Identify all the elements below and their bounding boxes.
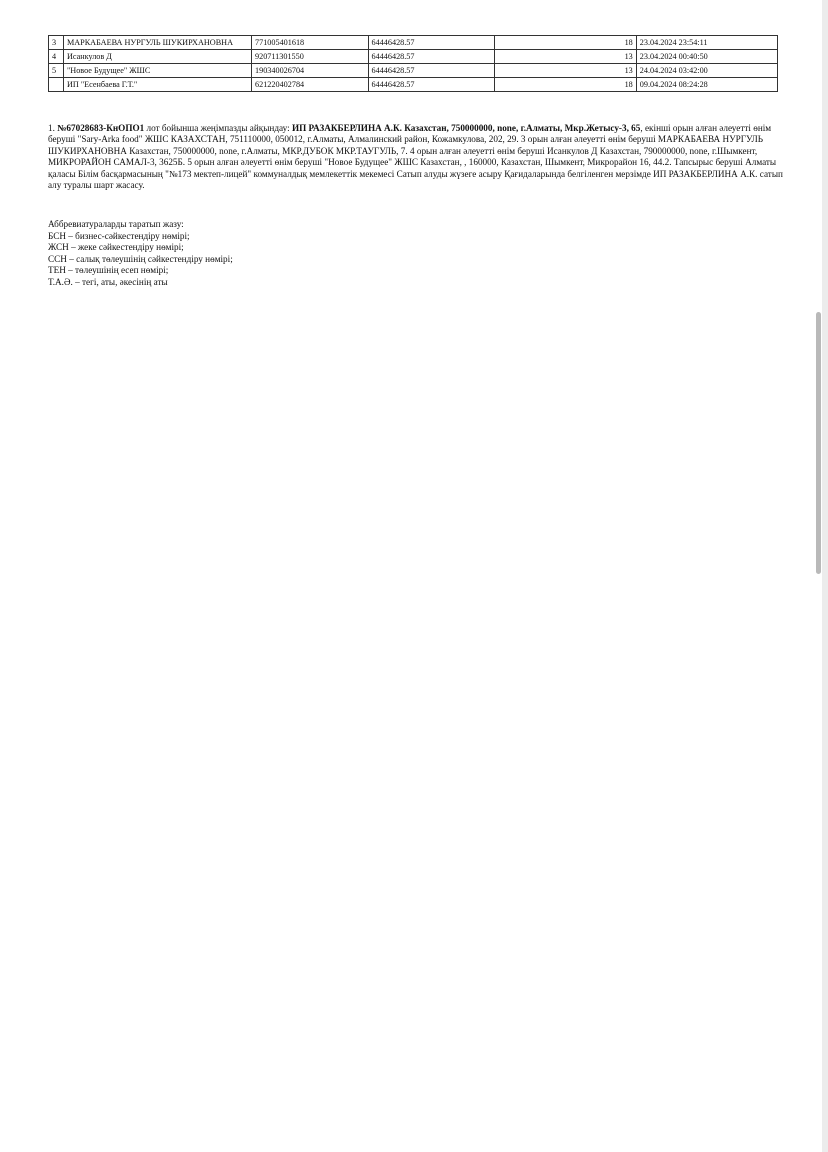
paragraph-rest: , екінші орын алған әлеуетті өнім беруші "Sary-Arka food" ЖШС КАЗАХСТАН, 751110000, 050012, г.Алматы, Алмалинский район, Кожамкулова, 202, 29. 3 орын алған әлеуетті өнім беруші МАРКАБАЕВА НУРГУЛЬ ШУКИРХАНОВНА Казахстан, 750000000, none, г.Алматы, МКР.ДУБОК МКР.ТАУГУЛЬ, 7. 4 орын алған әлеуетті өнім беруші Исанкулов Д Казахстан, 790000000, none, г.Шымкент, МИКРОРАЙОН САМАЛ-3, 3625Б. 5 орын алған әлеуетті өнім беруші "Новое Будущее" ЖШС Казахстан, , 160000, Казахстан, Шымкент, Микрорайон 16, 44.2. Тапсырыс беруші Алматы қаласы Білім басқармасының "№173 мектеп-лицей" коммуналдық мемлекеттік мекемесі Сатып алуды жүзеге асыру Қағидаларында белгіленген мерзімде ИП РАЗАКБЕРЛИНА А.К. сатып алу туралы шарт жасасу.: [48, 123, 783, 191]
supplier-name: МАРКАБАЕВА НУРГУЛЬ ШУКИРХАНОВНА: [63, 36, 251, 50]
table-row: [49, 36, 778, 50]
table-row: [49, 78, 778, 92]
supplier-bin: 190340026704: [252, 64, 368, 78]
abbreviation-item: ССН – салық төлеушінің сәйкестендіру нөмірі;: [48, 253, 233, 264]
scrollbar-thumb[interactable]: [816, 312, 821, 574]
abbreviation-item: ТЕН – төлеушінің есеп нөмірі;: [48, 265, 169, 276]
supplier-bin: 771005401618: [252, 36, 368, 50]
offer-rank: 18: [494, 78, 636, 92]
abbreviations-block: [48, 219, 548, 289]
abbreviation-item: Т.А.Ә. – тегі, аты, әкесінің аты: [48, 276, 168, 287]
offer-date: 24.04.2024 03:42:00: [636, 64, 777, 78]
supplier-bin: 920711301550: [252, 50, 368, 64]
offer-date: 09.04.2024 08:24:28: [636, 78, 777, 92]
supplier-name: "Новое Будущее" ЖШС: [63, 64, 251, 78]
paragraph-mid: лот бойынша жеңімпазды айқындау:: [144, 123, 292, 133]
winner-paragraph: [48, 123, 788, 191]
offer-rank: 18: [494, 36, 636, 50]
offer-sum: 64446428.57: [368, 36, 494, 50]
offer-sum: 64446428.57: [368, 64, 494, 78]
offer-date: 23.04.2024 00:40:50: [636, 50, 777, 64]
winner-name: ИП РАЗАКБЕРЛИНА А.К. Казахстан, 750000000, none, г.Алматы, Мкр.Жетысу-3, 65: [291, 123, 641, 133]
supplier-bin: 621220402784: [252, 78, 368, 92]
paragraph-prefix: 1.: [48, 123, 58, 133]
abbreviations-title: Аббревиатураларды таратып жазу:: [48, 219, 184, 229]
abbreviation-item: ЖСН – жеке сәйкестендіру нөмірі;: [48, 242, 184, 253]
supplier-name: Исанкулов Д: [63, 50, 251, 64]
abbreviation-item: БСН – бизнес-сәйкестендіру нөмірі;: [48, 230, 190, 241]
viewer-edge: [822, 0, 828, 1152]
results-table: [48, 35, 778, 92]
lot-number: №67028683-КнОПО1: [57, 123, 145, 133]
supplier-name: ИП "Есенбаева Г.Т.": [63, 78, 251, 92]
offer-sum: 64446428.57: [368, 50, 494, 64]
row-number: 5: [49, 64, 64, 78]
offer-rank: 13: [494, 64, 636, 78]
table-row: [49, 64, 778, 78]
row-number: 3: [49, 36, 64, 50]
row-number: [49, 78, 64, 92]
offer-rank: 13: [494, 50, 636, 64]
offer-sum: 64446428.57: [368, 78, 494, 92]
row-number: 4: [49, 50, 64, 64]
table-row: [49, 50, 778, 64]
offer-date: 23.04.2024 23:54:11: [636, 36, 777, 50]
